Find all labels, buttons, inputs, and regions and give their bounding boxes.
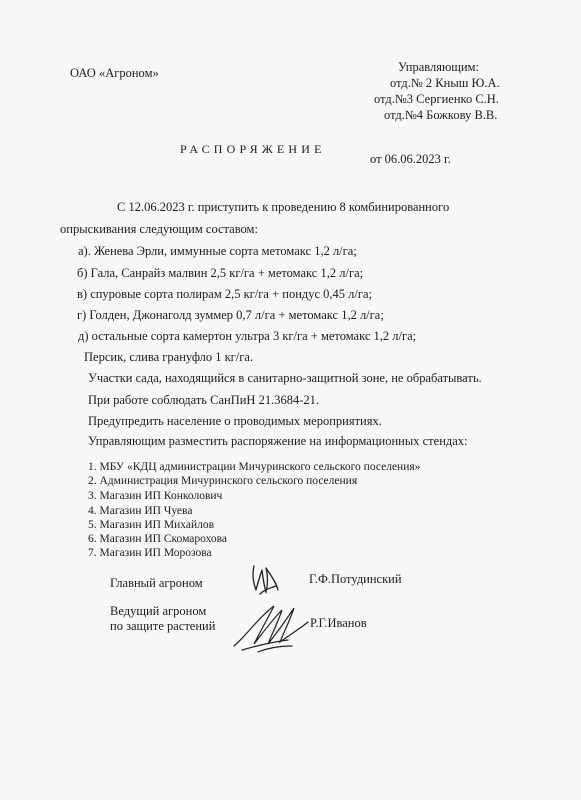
- list-item: 5. Магазин ИП Михайлов: [88, 519, 215, 531]
- intro-text: С 12.06.2023 г. приступить к проведению 8 комбинированного: [117, 200, 450, 214]
- lead-agronomist-title: по защите растений: [110, 619, 216, 633]
- addressee-title: Управляющим:: [398, 60, 479, 74]
- addressee-line: отд.№ 2 Кныш Ю.А.: [390, 76, 500, 90]
- list-item: 3. Магазин ИП Конколович: [88, 490, 223, 502]
- lead-agronomist-title: Ведущий агроном: [110, 604, 207, 618]
- spray-item: б) Гала, Санрайз малвин 2,5 кг/га + метомакс 1,2 л/га;: [77, 266, 364, 280]
- spray-item: а). Женева Эрли, иммунные сорта метомакс 1,2 л/га;: [78, 244, 357, 258]
- organization-name: ОАО «Агроном»: [70, 66, 159, 80]
- chief-agronomist-name: Г.Ф.Потудинский: [309, 572, 402, 586]
- note-text: Предупредить население о проводимых мероприятиях.: [88, 414, 382, 428]
- list-item: 2. Администрация Мичуринского сельского поселения: [88, 475, 358, 487]
- intro-text: опрыскивания следующим составом:: [60, 222, 258, 236]
- note-text: При работе соблюдать СанПиН 21.3684-21.: [88, 393, 319, 407]
- note-text: Участки сада, находящийся в санитарно-защитной зоне, не обрабатывать.: [88, 371, 482, 385]
- addressee-line: отд.№4 Божкову В.В.: [384, 108, 498, 122]
- extra-item: Персик, слива грануфло 1 кг/га.: [84, 350, 254, 364]
- list-item: 4. Магазин ИП Чуева: [88, 505, 193, 517]
- chief-agronomist-title: Главный агроном: [110, 576, 203, 590]
- lead-agronomist-name: Р.Г.Иванов: [310, 616, 367, 630]
- spray-item: в) спуровые сорта полирам 2,5 кг/га + пондус 0,45 л/га;: [77, 287, 373, 301]
- document-date: от 06.06.2023 г.: [370, 152, 451, 166]
- list-item: 7. Магазин ИП Морозова: [88, 547, 212, 559]
- spray-item: г) Голден, Джонаголд зуммер 0,7 л/га + метомакс 1,2 л/га;: [77, 308, 384, 322]
- document-title: РАСПОРЯЖЕНИЕ: [180, 142, 326, 156]
- list-item: 1. МБУ «КДЦ администрации Мичуринского сельского поселения»: [88, 461, 421, 473]
- note-text: Управляющим разместить распоряжение на информационных стендах:: [88, 434, 468, 448]
- list-item: 6. Магазин ИП Скомарохова: [88, 533, 228, 545]
- spray-item: д) остальные сорта камертон ультра 3 кг/га + метомакс 1,2 л/га;: [78, 329, 417, 343]
- lead-signature: [228, 596, 320, 656]
- addressee-line: отд.№3 Сергиенко С.Н.: [374, 92, 499, 106]
- chief-signature: [246, 560, 286, 598]
